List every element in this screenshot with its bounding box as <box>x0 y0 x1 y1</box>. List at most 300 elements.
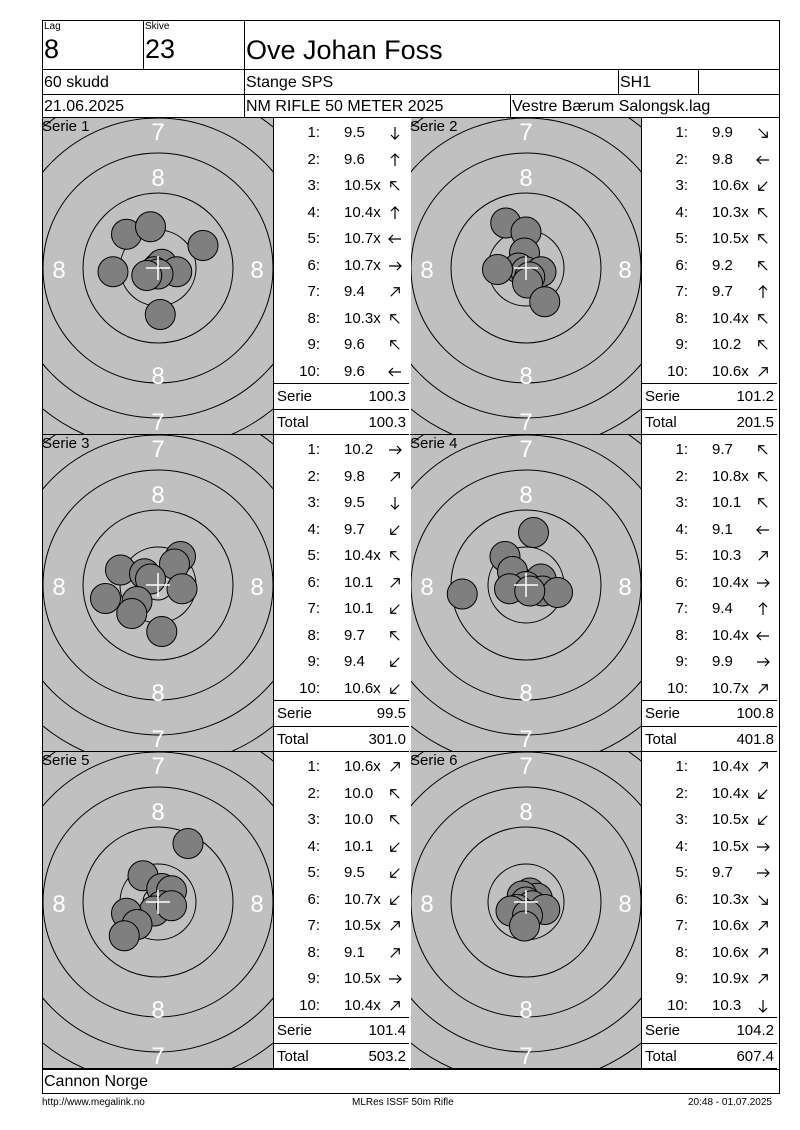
shot-score: 9.4 <box>344 653 365 670</box>
shot-direction-arrow-icon <box>387 495 403 511</box>
ring-label-8-left: 8 <box>52 574 66 601</box>
shot-row <box>642 622 774 648</box>
shot-score: 10.8x <box>712 467 749 485</box>
shot-row <box>274 833 406 859</box>
lag-value: 8 <box>44 34 60 64</box>
shot-number: 1: <box>675 124 688 141</box>
shot-score: 10.9x <box>712 970 749 987</box>
shot-number: 2: <box>675 784 688 802</box>
target-image <box>43 118 273 434</box>
serie-sum-value: 101.2 <box>736 388 774 405</box>
shot-direction-arrow-icon <box>387 311 403 327</box>
shot-direction-arrow-icon <box>755 654 771 670</box>
shot-number: 9: <box>675 653 688 670</box>
shot-direction-arrow-icon <box>387 971 403 987</box>
shot-number: 8: <box>307 626 320 644</box>
shot-list-panel <box>642 752 777 1068</box>
shot-hit <box>483 255 513 285</box>
shot-number: 7: <box>307 600 320 617</box>
shot-hit <box>98 257 128 287</box>
shot-direction-arrow-icon <box>387 258 403 274</box>
total-value: 503.2 <box>368 1048 406 1065</box>
ring-label-7-bottom: 7 <box>151 726 165 751</box>
shot-score: 9.4 <box>344 283 365 300</box>
shot-score: 9.7 <box>344 626 365 644</box>
shot-row <box>642 436 774 462</box>
shot-row <box>642 252 774 278</box>
shot-number: 3: <box>675 494 688 511</box>
ring-label-8-top: 8 <box>151 799 165 826</box>
total-value: 607.4 <box>736 1048 774 1065</box>
shot-direction-arrow-icon <box>755 178 771 194</box>
shot-direction-arrow-icon <box>755 892 771 908</box>
shot-hit <box>147 617 177 647</box>
shot-direction-arrow-icon <box>387 364 403 380</box>
ring-label-8-right: 8 <box>250 574 264 601</box>
shot-direction-arrow-icon <box>387 892 403 908</box>
shot-number: 5: <box>675 230 688 247</box>
ring-label-8-bottom: 8 <box>519 680 533 707</box>
ring-label-7-top: 7 <box>151 119 165 146</box>
shot-number: 10: <box>667 362 688 380</box>
shot-hit <box>136 212 166 242</box>
shot-number: 9: <box>675 970 688 987</box>
ring-label-8-bottom: 8 <box>519 363 533 390</box>
shot-number: 9: <box>307 970 320 987</box>
footer-timestamp: 20:48 - 01.07.2025 <box>688 1097 772 1108</box>
shot-score: 10.5x <box>712 811 749 828</box>
shot-score: 10.0 <box>344 784 374 802</box>
serie-sum-value: 104.2 <box>736 1022 774 1039</box>
shot-score: 9.7 <box>712 283 733 300</box>
ring-label-7-top: 7 <box>519 436 533 463</box>
shot-score: 10.7x <box>712 679 749 697</box>
ring-label-8-top: 8 <box>151 165 165 192</box>
shot-row <box>642 542 774 568</box>
shot-score: 10.6x <box>712 177 749 194</box>
shot-score: 10.4x <box>712 573 749 591</box>
shot-hit <box>167 574 197 604</box>
lag-label: Lag <box>44 21 61 32</box>
shot-direction-arrow-icon <box>387 681 403 697</box>
target-image <box>411 752 641 1068</box>
ring-label-8-right: 8 <box>618 574 632 601</box>
shot-row <box>274 331 406 357</box>
shot-row <box>642 569 774 595</box>
shot-number: 4: <box>307 837 320 855</box>
shot-list-panel <box>274 435 409 751</box>
ring-label-8-bottom: 8 <box>151 363 165 390</box>
shot-score: 10.6x <box>712 362 749 380</box>
serie-sum-label: Serie <box>645 705 681 722</box>
shot-direction-arrow-icon <box>387 522 403 538</box>
serie-title: Serie 6 <box>410 752 458 769</box>
shot-direction-arrow-icon <box>755 258 771 274</box>
shot-score: 10.3 <box>712 547 742 564</box>
shot-number: 10: <box>667 996 688 1014</box>
shot-row <box>274 225 406 251</box>
shot-score: 10.7x <box>344 256 381 274</box>
shot-row <box>274 859 406 885</box>
shot-score: 10.4x <box>344 547 381 564</box>
shot-direction-arrow-icon <box>755 548 771 564</box>
shot-number: 10: <box>299 679 320 697</box>
shot-row <box>274 595 406 621</box>
shot-score: 9.7 <box>712 441 733 458</box>
serie-sum-value: 100.3 <box>368 388 406 405</box>
shot-direction-arrow-icon <box>387 759 403 775</box>
shot-row <box>642 172 774 198</box>
shot-score: 9.1 <box>344 943 365 961</box>
serie-title: Serie 4 <box>410 435 458 452</box>
shot-row <box>642 648 774 674</box>
shot-number: 6: <box>307 573 320 591</box>
shot-direction-arrow-icon <box>755 337 771 353</box>
shot-direction-arrow-icon <box>755 231 771 247</box>
shot-list-panel <box>642 435 777 751</box>
shot-direction-arrow-icon <box>755 311 771 327</box>
serie-title: Serie 3 <box>42 435 90 452</box>
skive-label: Skive <box>145 21 170 32</box>
shot-direction-arrow-icon <box>387 231 403 247</box>
shot-number: 9: <box>307 336 320 353</box>
ring-label-7-bottom: 7 <box>519 1043 533 1068</box>
shot-hit <box>157 891 187 921</box>
shot-number: 1: <box>307 441 320 458</box>
shot-number: 2: <box>675 150 688 168</box>
shot-score: 9.6 <box>344 336 365 353</box>
shot-row <box>642 675 774 701</box>
shot-direction-arrow-icon <box>755 575 771 591</box>
shot-direction-arrow-icon <box>387 548 403 564</box>
serie-sum-value: 99.5 <box>376 705 406 722</box>
shot-score: 9.5 <box>344 864 365 881</box>
shot-direction-arrow-icon <box>755 971 771 987</box>
shot-number: 5: <box>675 547 688 564</box>
shot-row <box>642 278 774 304</box>
shot-number: 8: <box>307 943 320 961</box>
shot-score: 10.6x <box>712 943 749 961</box>
ring-label-8-right: 8 <box>618 257 632 284</box>
target-image <box>43 435 273 751</box>
shot-direction-arrow-icon <box>755 628 771 644</box>
total-label: Total <box>645 731 677 748</box>
ring-label-7-bottom: 7 <box>519 726 533 751</box>
shot-row <box>274 806 406 832</box>
serie-title: Serie 1 <box>42 118 90 135</box>
shot-direction-arrow-icon <box>755 364 771 380</box>
shot-direction-arrow-icon <box>387 469 403 485</box>
shot-number: 5: <box>307 864 320 881</box>
ring-label-8-right: 8 <box>250 257 264 284</box>
competition-date: 21.06.2025 <box>44 98 125 115</box>
total-value: 201.5 <box>736 414 774 431</box>
total-value: 301.0 <box>368 731 406 748</box>
shot-row <box>274 992 406 1018</box>
shot-hit <box>543 578 573 608</box>
shot-hit <box>109 921 139 951</box>
shot-score: 9.4 <box>712 600 733 617</box>
shot-score: 10.3x <box>344 309 381 327</box>
shot-row <box>274 278 406 304</box>
shot-row <box>274 436 406 462</box>
ring-label-8-left: 8 <box>420 574 434 601</box>
shot-score: 10.5x <box>344 970 381 987</box>
ring-label-8-left: 8 <box>420 891 434 918</box>
shot-number: 4: <box>675 520 688 538</box>
shot-score: 9.6 <box>344 362 365 380</box>
shot-hit <box>173 829 203 859</box>
shot-number: 2: <box>675 467 688 485</box>
shot-list-panel <box>274 118 409 434</box>
shot-direction-arrow-icon <box>387 786 403 802</box>
club-name: Vestre Bærum Salongsk.lag <box>512 98 711 115</box>
shot-row <box>642 225 774 251</box>
shooter-class: SH1 <box>620 74 652 91</box>
shot-number: 8: <box>675 943 688 961</box>
shot-number: 6: <box>675 890 688 908</box>
shot-direction-arrow-icon <box>387 945 403 961</box>
shot-row <box>274 886 406 912</box>
shot-direction-arrow-icon <box>387 628 403 644</box>
shot-number: 1: <box>307 758 320 775</box>
shot-number: 7: <box>307 283 320 300</box>
total-label: Total <box>645 414 677 431</box>
footer-url: http://www.megalink.no <box>42 1097 145 1108</box>
shot-score: 9.5 <box>344 494 365 511</box>
shot-row <box>642 199 774 225</box>
shot-score: 10.4x <box>712 626 749 644</box>
shot-direction-arrow-icon <box>755 839 771 855</box>
shot-row <box>642 806 774 832</box>
serie-block <box>410 118 777 434</box>
shot-direction-arrow-icon <box>755 601 771 617</box>
shot-direction-arrow-icon <box>755 998 771 1014</box>
shot-direction-arrow-icon <box>387 178 403 194</box>
shot-number: 7: <box>675 600 688 617</box>
shot-direction-arrow-icon <box>755 495 771 511</box>
shot-number: 3: <box>675 811 688 828</box>
total-label: Total <box>277 1048 309 1065</box>
shot-number: 6: <box>307 256 320 274</box>
shot-hit <box>515 576 545 606</box>
shot-direction-arrow-icon <box>755 152 771 168</box>
shot-score: 10.7x <box>344 230 381 247</box>
serie-block <box>410 435 777 751</box>
shot-list-panel <box>274 752 409 1068</box>
shot-direction-arrow-icon <box>387 654 403 670</box>
shot-score: 10.1 <box>344 573 374 591</box>
shot-direction-arrow-icon <box>387 812 403 828</box>
shot-row <box>642 939 774 965</box>
shot-score: 10.7x <box>344 890 381 908</box>
shot-score: 10.4x <box>712 309 749 327</box>
shooter-name: Ove Johan Foss <box>246 35 443 65</box>
shot-row <box>274 912 406 938</box>
shot-score: 10.3 <box>712 996 742 1014</box>
shot-score: 10.3x <box>712 890 749 908</box>
shot-direction-arrow-icon <box>755 522 771 538</box>
shot-direction-arrow-icon <box>755 442 771 458</box>
shot-row <box>274 358 406 384</box>
target-image <box>411 118 641 434</box>
shot-score: 9.8 <box>712 150 733 168</box>
serie-block <box>410 752 777 1068</box>
shot-number: 4: <box>307 520 320 538</box>
shot-row <box>642 992 774 1018</box>
shot-direction-arrow-icon <box>755 469 771 485</box>
shot-row <box>642 305 774 331</box>
shot-row <box>274 939 406 965</box>
shot-number: 2: <box>307 150 320 168</box>
shot-row <box>642 331 774 357</box>
shot-number: 7: <box>307 917 320 934</box>
shot-number: 1: <box>307 124 320 141</box>
shot-direction-arrow-icon <box>387 442 403 458</box>
shot-direction-arrow-icon <box>755 865 771 881</box>
shot-score: 10.5x <box>344 177 381 194</box>
shot-direction-arrow-icon <box>755 812 771 828</box>
total-value: 401.8 <box>736 731 774 748</box>
shot-number: 1: <box>675 758 688 775</box>
shot-direction-arrow-icon <box>387 998 403 1014</box>
shot-score: 9.8 <box>344 467 365 485</box>
shot-number: 9: <box>307 653 320 670</box>
shot-number: 5: <box>675 864 688 881</box>
shot-row <box>274 172 406 198</box>
ring-label-7-bottom: 7 <box>151 409 165 434</box>
ring-label-8-bottom: 8 <box>151 997 165 1024</box>
shot-direction-arrow-icon <box>755 786 771 802</box>
ring-label-8-top: 8 <box>519 482 533 509</box>
serie-sum-value: 101.4 <box>368 1022 406 1039</box>
serie-block <box>42 118 409 434</box>
shot-direction-arrow-icon <box>755 918 771 934</box>
shot-row <box>642 912 774 938</box>
total-label: Total <box>277 414 309 431</box>
shot-direction-arrow-icon <box>387 337 403 353</box>
shot-score: 9.9 <box>712 124 733 141</box>
shot-row <box>274 252 406 278</box>
ring-label-8-right: 8 <box>250 891 264 918</box>
shots-count: 60 skudd <box>44 74 109 91</box>
shot-number: 8: <box>675 309 688 327</box>
shot-direction-arrow-icon <box>755 681 771 697</box>
shot-row <box>274 569 406 595</box>
shot-score: 10.2 <box>712 336 742 353</box>
ring-label-7-top: 7 <box>151 436 165 463</box>
serie-sum-label: Serie <box>645 1022 681 1039</box>
shot-row <box>274 489 406 515</box>
shot-score: 10.1 <box>344 600 374 617</box>
serie-title: Serie 2 <box>410 118 458 135</box>
ring-label-8-bottom: 8 <box>151 680 165 707</box>
shot-number: 4: <box>307 203 320 221</box>
ring-label-8-bottom: 8 <box>519 997 533 1024</box>
shot-number: 9: <box>675 336 688 353</box>
shot-direction-arrow-icon <box>755 284 771 300</box>
shot-hit <box>510 911 540 941</box>
shot-number: 3: <box>307 494 320 511</box>
shot-number: 7: <box>675 917 688 934</box>
shot-number: 1: <box>675 441 688 458</box>
ring-label-8-right: 8 <box>618 891 632 918</box>
shot-direction-arrow-icon <box>387 839 403 855</box>
shot-score: 10.0 <box>344 811 374 828</box>
ring-label-7-top: 7 <box>519 119 533 146</box>
serie-block <box>42 435 409 751</box>
serie-sum-label: Serie <box>277 1022 313 1039</box>
shot-score: 10.4x <box>712 758 749 775</box>
shot-number: 10: <box>299 362 320 380</box>
shot-number: 3: <box>307 177 320 194</box>
shot-row <box>274 622 406 648</box>
target-image <box>43 752 273 1068</box>
footer-software: MLRes ISSF 50m Rifle <box>352 1097 454 1108</box>
shot-hit <box>530 287 560 317</box>
shot-direction-arrow-icon <box>387 125 403 141</box>
ring-label-8-left: 8 <box>420 257 434 284</box>
shot-number: 2: <box>307 784 320 802</box>
shot-score: 10.5x <box>712 230 749 247</box>
shot-row <box>274 146 406 172</box>
shot-score: 10.4x <box>712 784 749 802</box>
shot-number: 10: <box>299 996 320 1014</box>
shot-score: 10.1 <box>712 494 742 511</box>
shot-score: 10.6x <box>344 679 381 697</box>
shot-score: 10.3x <box>712 203 749 221</box>
shot-hit <box>519 518 549 548</box>
shot-direction-arrow-icon <box>387 865 403 881</box>
shot-list-panel <box>642 118 777 434</box>
shot-score: 10.4x <box>344 203 381 221</box>
shot-row <box>274 542 406 568</box>
shot-number: 3: <box>307 811 320 828</box>
shot-hit <box>117 599 147 629</box>
skive-value: 23 <box>145 34 176 64</box>
shot-score: 10.6x <box>712 917 749 934</box>
shot-direction-arrow-icon <box>387 601 403 617</box>
shot-score: 10.5x <box>344 917 381 934</box>
shot-direction-arrow-icon <box>387 152 403 168</box>
shot-score: 9.2 <box>712 256 733 274</box>
shot-row <box>642 859 774 885</box>
sponsor-name: Cannon Norge <box>44 1073 149 1090</box>
shot-row <box>642 965 774 991</box>
ring-label-8-top: 8 <box>519 165 533 192</box>
shot-hit <box>447 579 477 609</box>
shot-number: 2: <box>307 467 320 485</box>
ring-label-8-top: 8 <box>151 482 165 509</box>
serie-sum-label: Serie <box>277 388 313 405</box>
shot-direction-arrow-icon <box>755 205 771 221</box>
shot-row <box>642 753 774 779</box>
competition-name: NM RIFLE 50 METER 2025 <box>246 98 444 115</box>
shot-row <box>642 489 774 515</box>
shot-row <box>274 648 406 674</box>
shot-hit <box>91 584 121 614</box>
shot-number: 6: <box>307 890 320 908</box>
shot-number: 10: <box>667 679 688 697</box>
ring-label-8-top: 8 <box>519 799 533 826</box>
shot-score: 10.5x <box>712 837 749 855</box>
shot-row <box>642 886 774 912</box>
shot-score: 9.1 <box>712 520 733 538</box>
shot-row <box>642 516 774 542</box>
shot-row <box>274 516 406 542</box>
shot-score: 10.6x <box>344 758 381 775</box>
ring-label-7-bottom: 7 <box>519 409 533 434</box>
